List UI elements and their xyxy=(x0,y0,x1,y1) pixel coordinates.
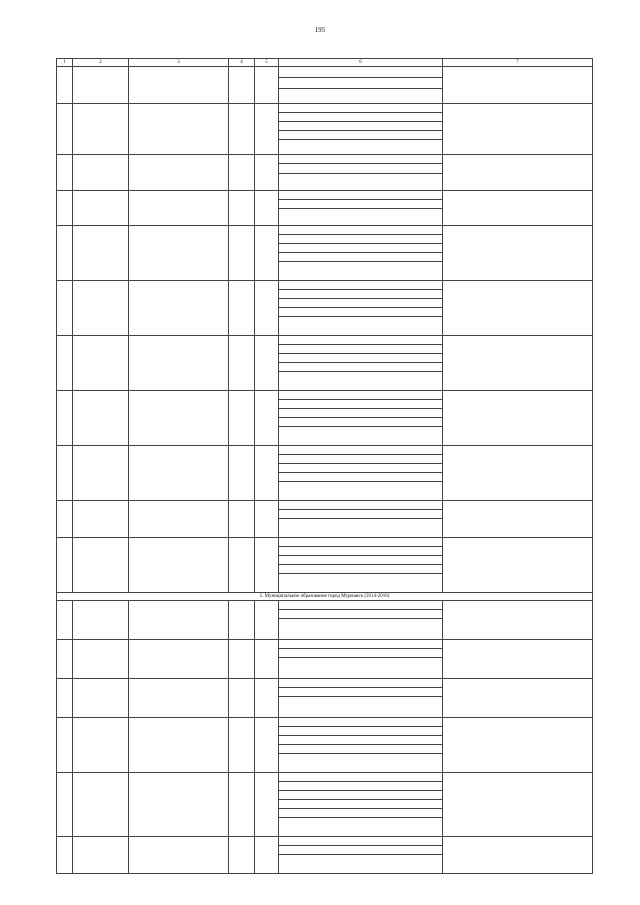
year-built xyxy=(255,226,279,281)
column-number: 4 xyxy=(229,59,255,67)
work-type xyxy=(279,122,443,131)
work-type xyxy=(279,104,443,113)
work-type xyxy=(279,226,443,235)
work-code xyxy=(443,679,593,718)
table-row xyxy=(57,281,593,290)
table-row xyxy=(57,837,593,846)
record-number xyxy=(57,601,73,640)
work-type xyxy=(279,299,443,308)
column-number: 5 xyxy=(255,59,279,67)
work-type xyxy=(279,78,443,89)
work-type xyxy=(279,253,443,262)
house-number xyxy=(229,538,255,593)
street xyxy=(129,718,229,773)
settlement xyxy=(73,538,129,593)
work-type xyxy=(279,200,443,209)
work-type xyxy=(279,473,443,482)
work-type xyxy=(279,736,443,745)
settlement xyxy=(73,773,129,837)
year-built xyxy=(255,538,279,593)
work-type xyxy=(279,281,443,290)
street xyxy=(129,391,229,446)
work-code xyxy=(443,391,593,446)
work-type xyxy=(279,290,443,299)
record-number xyxy=(57,155,73,191)
work-type xyxy=(279,191,443,200)
record-number xyxy=(57,773,73,837)
work-type xyxy=(279,510,443,519)
table-row xyxy=(57,538,593,547)
table-row xyxy=(57,104,593,113)
table-row xyxy=(57,226,593,235)
street xyxy=(129,501,229,538)
street xyxy=(129,640,229,679)
work-type xyxy=(279,519,443,538)
work-type xyxy=(279,336,443,345)
work-type xyxy=(279,773,443,782)
work-type xyxy=(279,67,443,78)
work-code xyxy=(443,446,593,501)
record-number xyxy=(57,336,73,391)
work-type xyxy=(279,164,443,174)
work-type xyxy=(279,754,443,773)
settlement xyxy=(73,336,129,391)
record-number xyxy=(57,640,73,679)
year-built xyxy=(255,601,279,640)
table-row xyxy=(57,155,593,164)
house-number xyxy=(229,281,255,336)
house-number xyxy=(229,601,255,640)
house-number xyxy=(229,226,255,281)
work-type xyxy=(279,391,443,400)
work-type xyxy=(279,658,443,679)
settlement xyxy=(73,718,129,773)
table-row xyxy=(57,391,593,400)
work-type xyxy=(279,174,443,191)
record-number xyxy=(57,538,73,593)
street xyxy=(129,155,229,191)
table-row xyxy=(57,640,593,649)
table-row xyxy=(57,446,593,455)
house-number xyxy=(229,104,255,155)
year-built xyxy=(255,336,279,391)
house-number xyxy=(229,336,255,391)
record-number xyxy=(57,104,73,155)
year-built xyxy=(255,640,279,679)
work-type xyxy=(279,640,443,649)
house-number xyxy=(229,67,255,104)
table-row xyxy=(57,191,593,200)
street xyxy=(129,226,229,281)
work-type xyxy=(279,418,443,427)
year-built xyxy=(255,281,279,336)
year-built xyxy=(255,501,279,538)
street xyxy=(129,837,229,874)
work-type xyxy=(279,400,443,409)
street xyxy=(129,104,229,155)
record-number xyxy=(57,446,73,501)
work-type xyxy=(279,155,443,164)
work-type xyxy=(279,782,443,791)
work-code xyxy=(443,191,593,226)
work-type xyxy=(279,113,443,122)
settlement xyxy=(73,501,129,538)
work-type xyxy=(279,372,443,391)
street xyxy=(129,773,229,837)
work-type xyxy=(279,610,443,619)
house-number xyxy=(229,155,255,191)
work-code xyxy=(443,837,593,874)
section-title: 5. Муниципальное образование город Мурманск (2014-2016) xyxy=(57,593,593,601)
work-code xyxy=(443,104,593,155)
table-row xyxy=(57,773,593,782)
work-type xyxy=(279,244,443,253)
work-type xyxy=(279,547,443,556)
work-type xyxy=(279,409,443,418)
year-built xyxy=(255,191,279,226)
page-number: 195 xyxy=(314,26,326,34)
work-type xyxy=(279,846,443,855)
column-number: 7 xyxy=(443,59,593,67)
year-built xyxy=(255,718,279,773)
work-code xyxy=(443,281,593,336)
register-table xyxy=(56,58,593,874)
work-type xyxy=(279,317,443,336)
record-number xyxy=(57,67,73,104)
record-number xyxy=(57,501,73,538)
house-number xyxy=(229,837,255,874)
record-number xyxy=(57,679,73,718)
work-type xyxy=(279,855,443,874)
year-built xyxy=(255,837,279,874)
year-built xyxy=(255,446,279,501)
settlement xyxy=(73,446,129,501)
house-number xyxy=(229,679,255,718)
work-type xyxy=(279,482,443,501)
settlement xyxy=(73,226,129,281)
work-type xyxy=(279,345,443,354)
section-row xyxy=(57,593,593,601)
table-row xyxy=(57,718,593,727)
work-code xyxy=(443,773,593,837)
settlement xyxy=(73,837,129,874)
work-code xyxy=(443,538,593,593)
work-type xyxy=(279,727,443,736)
work-type xyxy=(279,140,443,155)
street xyxy=(129,601,229,640)
street xyxy=(129,538,229,593)
column-number: 6 xyxy=(279,59,443,67)
work-code xyxy=(443,640,593,679)
settlement xyxy=(73,679,129,718)
work-type xyxy=(279,800,443,809)
work-type xyxy=(279,619,443,640)
work-code xyxy=(443,336,593,391)
work-type xyxy=(279,538,443,547)
house-number xyxy=(229,718,255,773)
work-type xyxy=(279,501,443,510)
record-number xyxy=(57,226,73,281)
settlement xyxy=(73,391,129,446)
settlement xyxy=(73,104,129,155)
work-code xyxy=(443,601,593,640)
work-type xyxy=(279,446,443,455)
work-code xyxy=(443,226,593,281)
work-type xyxy=(279,649,443,658)
work-type xyxy=(279,209,443,226)
column-number-row xyxy=(57,59,593,67)
column-number: 2 xyxy=(73,59,129,67)
work-type xyxy=(279,809,443,818)
street xyxy=(129,446,229,501)
table-row xyxy=(57,601,593,610)
settlement xyxy=(73,281,129,336)
work-type xyxy=(279,464,443,473)
year-built xyxy=(255,67,279,104)
work-code xyxy=(443,718,593,773)
record-number xyxy=(57,391,73,446)
year-built xyxy=(255,391,279,446)
settlement xyxy=(73,191,129,226)
settlement xyxy=(73,67,129,104)
work-type xyxy=(279,89,443,104)
work-type xyxy=(279,427,443,446)
work-type xyxy=(279,697,443,718)
work-type xyxy=(279,235,443,244)
work-type xyxy=(279,565,443,574)
work-type xyxy=(279,574,443,593)
work-type xyxy=(279,262,443,281)
record-number xyxy=(57,718,73,773)
house-number xyxy=(229,391,255,446)
year-built xyxy=(255,104,279,155)
street xyxy=(129,679,229,718)
work-type xyxy=(279,455,443,464)
work-type xyxy=(279,791,443,800)
work-type xyxy=(279,837,443,846)
street xyxy=(129,67,229,104)
house-number xyxy=(229,191,255,226)
record-number xyxy=(57,281,73,336)
table-row xyxy=(57,501,593,510)
house-number xyxy=(229,640,255,679)
work-type xyxy=(279,745,443,754)
record-number xyxy=(57,837,73,874)
street xyxy=(129,336,229,391)
work-type xyxy=(279,354,443,363)
table-row xyxy=(57,336,593,345)
record-number xyxy=(57,191,73,226)
house-number xyxy=(229,501,255,538)
work-code xyxy=(443,67,593,104)
work-type xyxy=(279,818,443,837)
settlement xyxy=(73,640,129,679)
column-number: 3 xyxy=(129,59,229,67)
work-code xyxy=(443,155,593,191)
work-type xyxy=(279,131,443,140)
year-built xyxy=(255,679,279,718)
work-type xyxy=(279,308,443,317)
house-number xyxy=(229,773,255,837)
work-code xyxy=(443,501,593,538)
work-type xyxy=(279,363,443,372)
work-type xyxy=(279,718,443,727)
work-type xyxy=(279,556,443,565)
street xyxy=(129,191,229,226)
year-built xyxy=(255,155,279,191)
table-row xyxy=(57,67,593,78)
year-built xyxy=(255,773,279,837)
street xyxy=(129,281,229,336)
work-type xyxy=(279,601,443,610)
table-row xyxy=(57,679,593,688)
work-type xyxy=(279,679,443,688)
house-number xyxy=(229,446,255,501)
column-number: 1 xyxy=(57,59,73,67)
settlement xyxy=(73,601,129,640)
settlement xyxy=(73,155,129,191)
work-type xyxy=(279,688,443,697)
